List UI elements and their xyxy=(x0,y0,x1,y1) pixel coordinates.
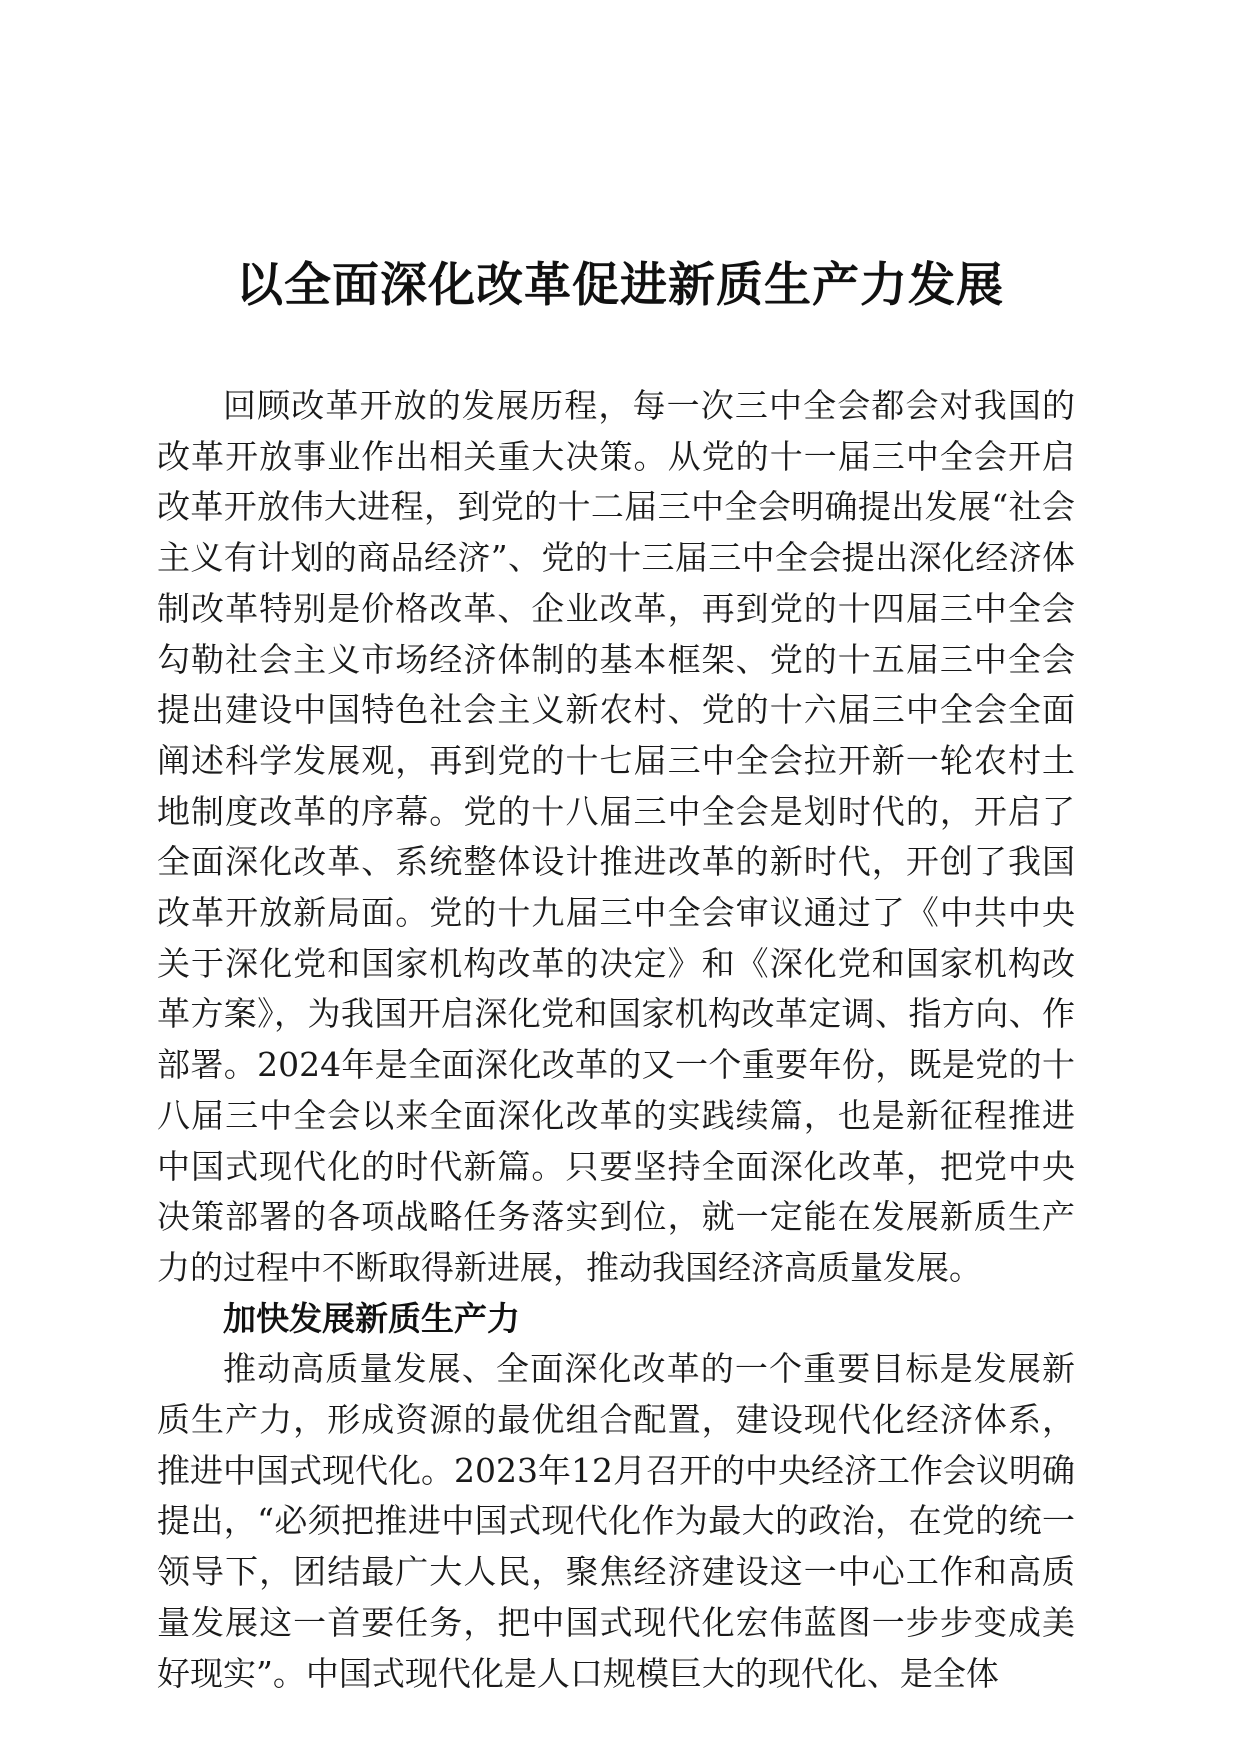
section-heading: 加快发展新质生产力 xyxy=(223,1298,520,1338)
intro-paragraph: 回顾改革开放的发展历程，每一次三中全会都会对我国的改革开放事业作出相关重大决策。从党的十一届三中全会开启改革开放伟大进程，到党的十二届三中全会明确提出发展“社会主义有计划的商品经济”、党的十三届三中全会提出深化经济体制改革特别是价格改革、企业改革，再到党的十四届三中全会勾勒社会主义市场经济体制的基本框架、党的十五届三中全会提出建设中国特色社会主义新农村、党的十六届三中全会全面阐述科学发展观，再到党的十七届三中全会拉开新一轮农村土地制度改革的序幕。党的十八届三中全会是划时代的，开启了全面深化改革、系统整体设计推进改革的新时代，开创了我国改革开放新局面。党的十九届三中全会审议通过了《中共中央关于深化党和国家机构改革的决定》和《深化党和国家机构改革方案》，为我国开启深化党和国家机构改革定调、指方向、作部署。2024年是全面深化改革的又一个重要年份，既是党的十八届三中全会以来全面深化改革的实践续篇，也是新征程推进中国式现代化的时代新篇。只要坚持全面深化改革，把党中央决策部署的各项战略任务落实到位，就一定能在发展新质生产力的过程中不断取得新进展，推动我国经济高质量发展。 xyxy=(157,386,1075,1287)
section-paragraph: 推动高质量发展、全面深化改革的一个重要目标是发展新质生产力，形成资源的最优组合配置，建设现代化经济体系，推进中国式现代化。2023年12月召开的中央经济工作会议明确提出，“必须把推进中国式现代化作为最大的政治，在党的统一领导下，团结最广大人民，聚焦经济建设这一中心工作和高质量发展这一首要任务，把中国式现代化宏伟蓝图一步步变成美好现实”。中国式现代化是人口规模巨大的现代化、是全体 xyxy=(157,1349,1075,1693)
document-title: 以全面深化改革促进新质生产力发展 xyxy=(236,258,1004,313)
document-body xyxy=(157,381,1075,1699)
